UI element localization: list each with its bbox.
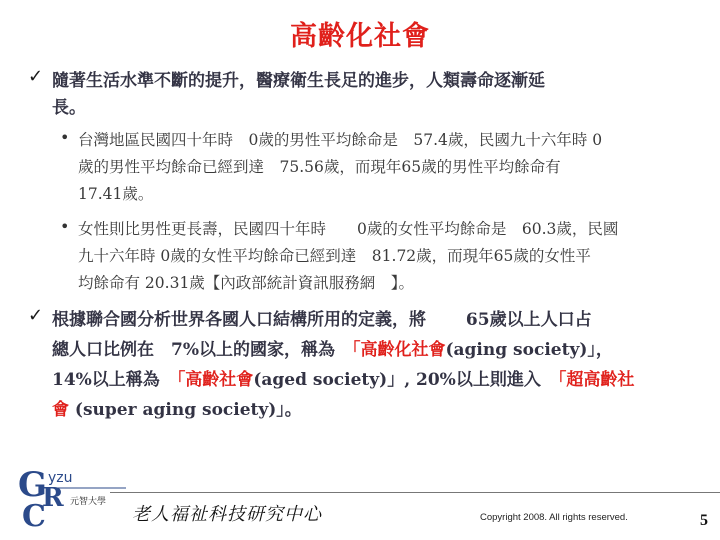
checkmark-icon: ✓ (28, 66, 44, 87)
gcr-logo-icon (14, 462, 129, 532)
para2-line4 (52, 395, 302, 420)
term-super-aging-end: 會 (52, 400, 69, 420)
page-title: 高齡化社會 (290, 21, 430, 52)
bullet1-line1: 台灣地區民國四十年時 0歲的男性平均餘命是 57.4歲，民國九十六年時 0 (78, 131, 603, 149)
term-aged-society-en: (aged society)」 (253, 370, 405, 390)
copyright-text: Copyright 2008. All rights reserved. (480, 512, 628, 523)
footer-divider (110, 492, 720, 493)
university-logo (14, 462, 129, 532)
svg-text:G: G (18, 465, 48, 505)
term-super-aging: 「超高齡社 (557, 370, 635, 390)
para1-line2: 長。 (52, 98, 86, 118)
page-number: 5 (700, 512, 708, 529)
para2-line3 (52, 365, 634, 390)
bullet2-line3: 均餘命有 20.31歲【內政部統計資訊服務網 】。 (78, 274, 415, 292)
svg-text:C: C (22, 499, 46, 532)
center-name: 老人福祉科技研究中心 (132, 504, 322, 525)
bullet1-line3: 17.41歲。 (78, 185, 154, 203)
term-super-aging-en: (super aging society)」。 (69, 400, 302, 420)
logo-text-uni: 元智大學 (70, 497, 107, 507)
bullet2-line2: 九十六年時 0歲的女性平均餘命已經到達 81.72歲，而現年65歲的女性平 (78, 247, 591, 265)
logo-text-yzu: yzu (48, 470, 73, 486)
para2-line3-text-2: , 20%以上則進入 (404, 370, 558, 390)
term-aging-society-en: (aging society)」， (445, 340, 613, 360)
para1-line1: 隨著生活水準不斷的提升，醫療衛生長足的進步，人類壽命逐漸延 (52, 71, 545, 91)
para2-line3-text: 14%以上稱為 (52, 370, 177, 390)
term-aged-society: 「高齡社會 (176, 370, 254, 390)
para2-line2-text: 總人口比例在 7%以上的國家，稱為 (52, 340, 352, 360)
bullet-icon: • (60, 217, 70, 236)
para2-line2 (52, 335, 613, 360)
checkmark-icon: ✓ (28, 305, 44, 326)
term-aging-society: 「高齡化社會 (351, 340, 446, 360)
svg-text:R: R (42, 483, 64, 513)
para2-line1: 根據聯合國分析世界各國人口結構所用的定義，將 65歲以上人口占 (52, 310, 592, 330)
bullet2-line1: 女性則比男性更長壽，民國四十年時 0歲的女性平均餘命是 60.3歲，民國 (78, 220, 619, 238)
bullet1-line2: 歲的男性平均餘命已經到達 75.56歲，而現年65歲的男性平均餘命有 (78, 158, 561, 176)
bullet-icon: • (60, 128, 70, 147)
